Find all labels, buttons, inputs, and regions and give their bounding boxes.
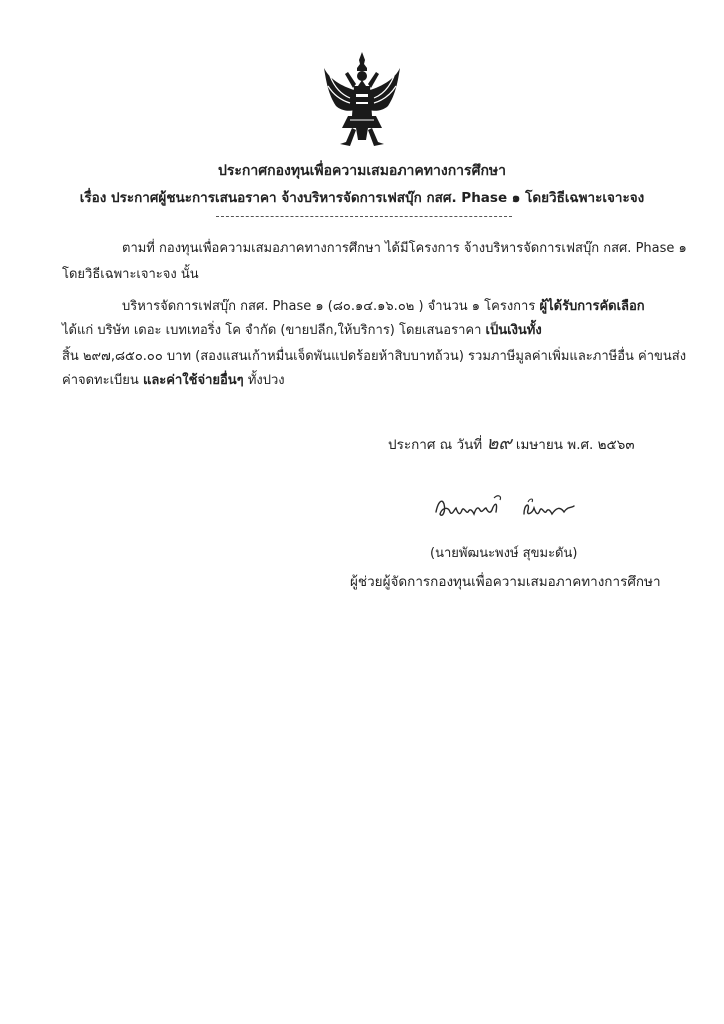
paragraph-1-line-1: ตามที่ กองทุนเพื่อความเสมอภาคทางการศึกษา ได้มีโครงการ จ้างบริหารจัดการเฟสบุ๊ก กสศ. Phase ๑ — [122, 241, 687, 256]
paragraph-2-line-3 — [62, 348, 686, 366]
announcement-title: ประกาศกองทุนเพื่อความเสมอภาคทางการศึกษา — [217, 163, 507, 179]
project-description: บริหารจัดการเฟสบุ๊ก กสศ. Phase ๑ (๘๐.๑๔.๑๖.๐๒ ) จำนวน ๑ โครงการ — [122, 299, 536, 314]
announcement-subject: เรื่อง ประกาศผู้ชนะการเสนอราคา จ้างบริหารจัดการเฟสบุ๊ก กสศ. Phase ๑ โดยวิธีเฉพาะเจาะจง — [79, 190, 645, 206]
all-inclusive: ทั้งปวง — [247, 373, 285, 388]
paragraph-2-line-1 — [122, 298, 645, 316]
paragraph-1-line-2: โดยวิธีเฉพาะเจาะจง นั้น — [62, 267, 199, 282]
amount-label: เป็นเงินทั้ง — [485, 323, 542, 338]
other-expenses: และค่าใช้จ่ายอื่นๆ — [142, 373, 244, 388]
signer-position: ผู้ช่วยผู้จัดการกองทุนเพื่อความเสมอภาคทางการศึกษา — [350, 574, 661, 590]
selected-label: ผู้ได้รับการคัดเลือก — [539, 299, 645, 314]
bid-amount: สิ้น ๒๙๗,๘๕๐.๐๐ บาท (สองแสนเก้าหมื่นเจ็ดพันแปดร้อยห้าสิบบาทถ้วน) — [62, 349, 464, 364]
winner-company: ได้แก่ บริษัท เดอะ เบทเทอริ่ง โค จำกัด (ขายปลีก,ให้บริการ) โดยเสนอราคา — [62, 323, 482, 338]
paragraph-2-line-2 — [62, 322, 542, 340]
registration-fee: ค่าจดทะเบียน — [62, 373, 139, 388]
signer-name: (นายพัฒนะพงษ์ สุขมะดัน) — [430, 546, 578, 561]
date-day: ๒๙ — [486, 433, 512, 454]
handwritten-signature — [432, 484, 592, 534]
date-prefix: ประกาศ ณ วันที่ — [388, 437, 483, 453]
tax-inclusion: รวมภาษีมูลค่าเพิ่มและภาษีอื่น ค่าขนส่ง — [468, 349, 687, 364]
garuda-emblem-icon — [320, 50, 404, 150]
announcement-date — [388, 428, 635, 457]
divider — [216, 216, 512, 217]
paragraph-2-line-4 — [62, 372, 285, 390]
date-suffix: เมษายน พ.ศ. ๒๕๖๓ — [515, 437, 635, 453]
